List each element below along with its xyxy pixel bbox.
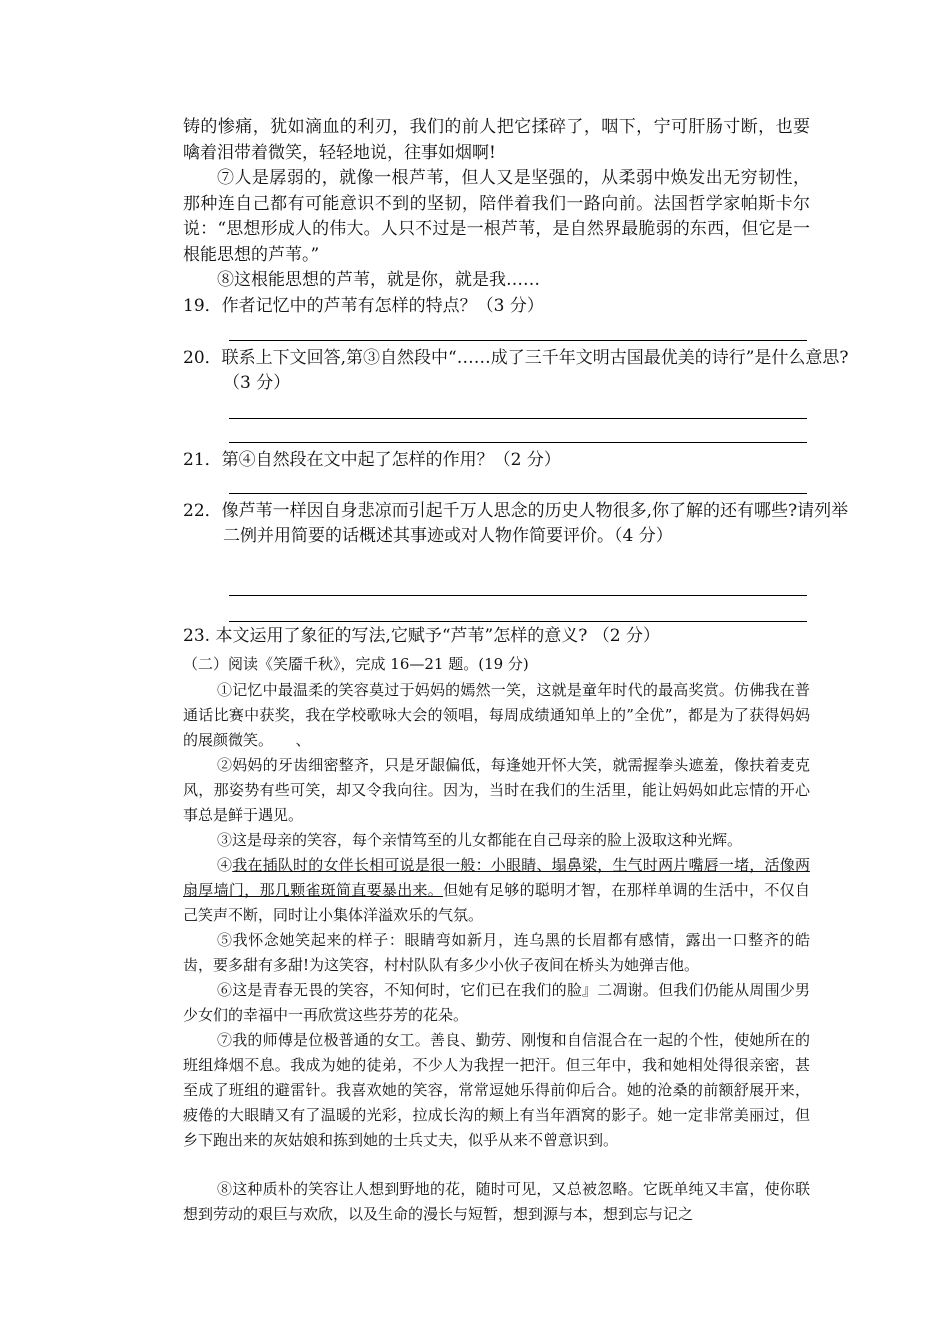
section-heading: （二）阅读《笑靥千秋》，完成 16—21 题。(19 分) bbox=[183, 655, 529, 673]
reading-paragraph-8: ⑧这种质朴的笑容让人想到野地的花，随时可见，又总被忽略。它既单纯又丰富，使你联想到劳动的艰巨与欢欣，以及生命的漫长与短暂，想到源与本，想到忘与记之 bbox=[183, 1180, 810, 1223]
question-22: 22．像芦苇一样因自身悲凉而引起千万人思念的历史人物很多,你了解的还有哪些?请列举二例并用简要的话概述其事迹或对人物作简要评价。（4 分） bbox=[183, 501, 849, 546]
answer-line-20a[interactable] bbox=[229, 418, 807, 419]
reading-paragraph-2: ②妈妈的牙齿细密整齐，只是牙龈偏低，每逢她开怀大笑，就需握拳头遮羞，像扶着麦克风，那姿势有些可笑，却又令我向往。因为，当时在我们的生活里，能让妈妈如此忘情的开心事总是鲜于遇见。 bbox=[183, 756, 810, 824]
question-23: 23. 本文运用了象征的写法,它赋予“芦苇”怎样的意义? （2 分） bbox=[183, 626, 660, 646]
question-20: 20．联系上下文回答,第③自然段中“……成了三千年文明古国最优美的诗行”是什么意思?（3 分） bbox=[183, 348, 849, 393]
paragraph-4-number: ④ bbox=[217, 856, 233, 874]
paragraph-4-rest: 但她有足够的聪明才智，在那样单调的生活中，不仅自己笑声不断，同时让小集体洋溢欢乐的气氛。 bbox=[183, 881, 810, 924]
passage-continuation: 铸的惨痛，犹如滴血的利刃，我们的前人把它揉碎了，咽下，宁可肝肠寸断，也要噙着泪带着微笑，轻轻地说，往事如烟啊! bbox=[183, 117, 810, 163]
reading-paragraph-4 bbox=[183, 853, 810, 928]
answer-line-21[interactable] bbox=[229, 493, 807, 494]
reading-paragraph-7: ⑦我的师傅是位极普通的女工。善良、勤劳、刚愎和自信混合在一起的个性，使她所在的班组烽烟不息。我成为她的徒弟，不少人为我捏一把汗。但三年中，我和她相处得很亲密，甚至成了班组的避雷针。我喜欢她的笑容，常常逗她乐得前仰后合。她的沧桑的前额舒展开来，疲倦的大眼睛又有了温暖的光彩，拉成长沟的颊上有当年酒窝的影子。她一定非常美丽过，但乡下跑出来的灰姑娘和拣到她的士兵丈夫，似乎从来不曾意识到。 bbox=[183, 1031, 810, 1149]
paragraph-8: ⑧这根能思想的芦苇，就是你，就是我…… bbox=[217, 270, 540, 290]
reading-paragraph-6: ⑥这是青春无畏的笑容，不知何时，它们已在我们的脸』二凋谢。但我们仍能从周围少男少女们的幸福中一再欣赏这些芬芳的花朵。 bbox=[183, 981, 810, 1024]
question-19: 19．作者记忆中的芦苇有怎样的特点？（3 分） bbox=[183, 296, 544, 316]
question-21: 21．第④自然段在文中起了怎样的作用？（2 分） bbox=[183, 450, 561, 470]
reading-paragraph-5: ⑤我怀念她笑起来的样子：眼睛弯如新月，连乌黑的长眉都有感情，露出一口整齐的皓齿，要多甜有多甜!为这笑容，村村队队有多少小伙子夜间在桥头为她弹吉他。 bbox=[183, 931, 810, 974]
paragraph-7: ⑦人是孱弱的，就像一根芦苇，但人又是坚强的，从柔弱中焕发出无穷韧性，那种连自己都有可能意识不到的坚韧，陪伴着我们一路向前。法国哲学家帕斯卡尔说：“思想形成人的伟大。人只不过是一根芦苇，是自然界最脆弱的东西，但它是一根能思想的芦苇。” bbox=[183, 168, 810, 265]
reading-paragraph-3: ③这是母亲的笑容，每个亲情笃至的儿女都能在自己母亲的脸上汲取这种光辉。 bbox=[217, 831, 743, 849]
answer-line-19[interactable] bbox=[229, 340, 807, 341]
answer-line-22b[interactable] bbox=[229, 621, 807, 622]
answer-line-20b[interactable] bbox=[229, 442, 807, 443]
underlined-sentence: 我在插队时的女伴长相可说是很一般：小眼睛、塌鼻梁，生气时两片嘴唇一堵，活像两扇厚墙门，那几颗雀斑简直要暴出来。 bbox=[183, 856, 810, 899]
reading-paragraph-1: ①记忆中最温柔的笑容莫过于妈妈的嫣然一笑，这就是童年时代的最高奖赏。仿佛我在普通话比赛中获奖，我在学校歌咏大会的领唱，每周成绩通知单上的”全优”，都是为了获得妈妈的展颜微笑。 、 bbox=[183, 681, 810, 749]
answer-line-22a[interactable] bbox=[229, 595, 807, 596]
